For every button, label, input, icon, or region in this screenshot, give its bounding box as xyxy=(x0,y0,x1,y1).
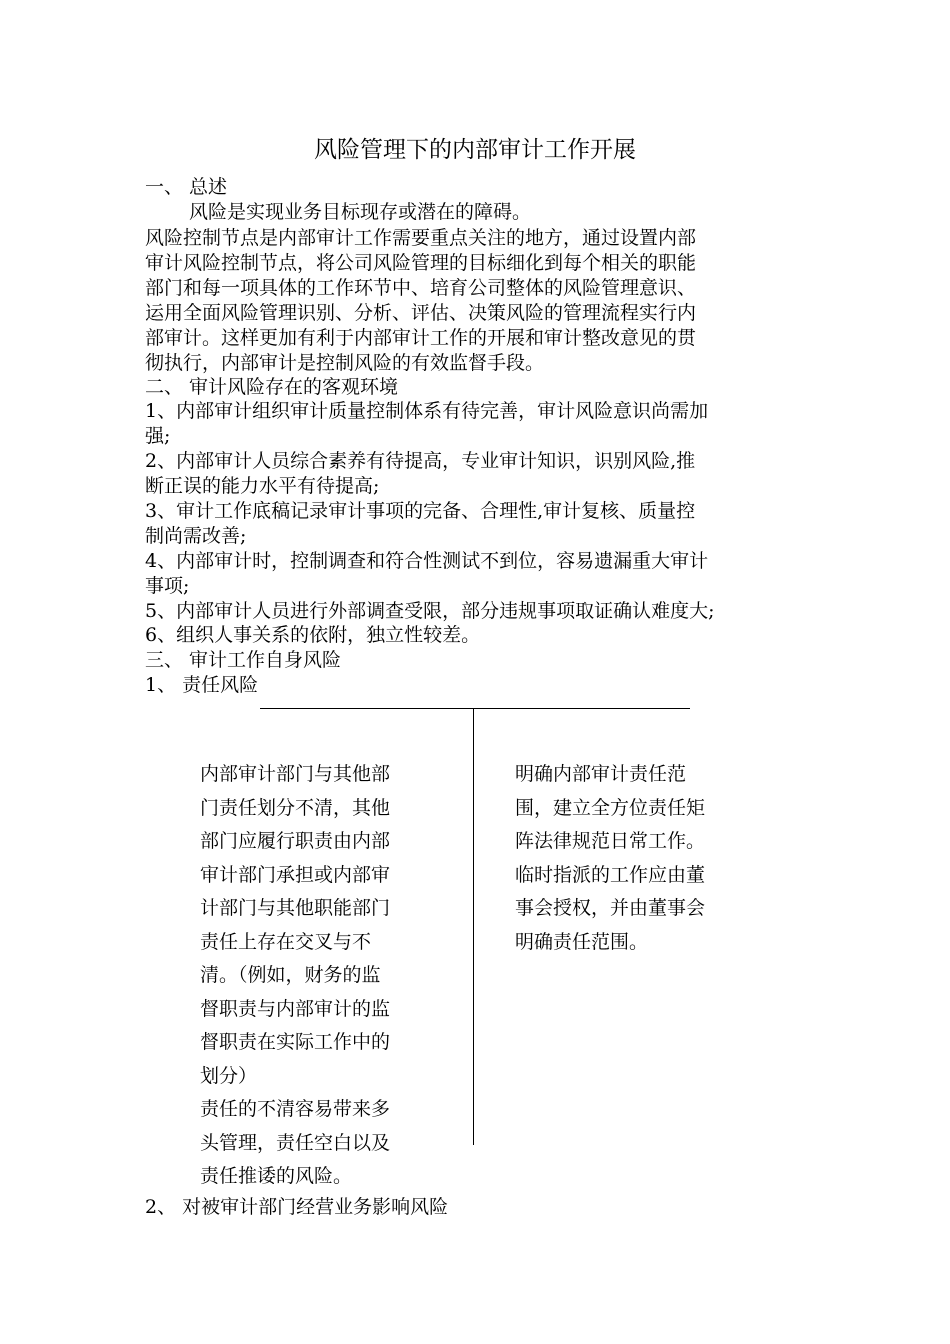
list-line: 强; xyxy=(145,425,171,447)
table-cell-risk-description xyxy=(200,758,390,1194)
table-column-divider xyxy=(473,708,474,1145)
cell-line: 督职责与内部审计的监 xyxy=(200,997,391,1020)
cell-line: 督职责在实际工作中的 xyxy=(200,1031,391,1053)
list-line: 事项; xyxy=(145,575,190,597)
cell-line: 围，建立全方位责任矩 xyxy=(515,796,706,819)
cell-line: 划分） xyxy=(200,1064,258,1087)
section-3-heading: 三、 审计工作自身风险 xyxy=(145,649,342,671)
list-line: 2、内部审计人员综合素养有待提高，专业审计知识，识别风险,推 xyxy=(145,450,696,472)
list-line: 6、组织人事关系的依附，独立性较差。 xyxy=(145,624,481,646)
cell-line: 事会授权，并由董事会 xyxy=(515,897,706,919)
paragraph-line: 审计风险控制节点，将公司风险管理的目标细化到每个相关的职能 xyxy=(145,252,697,274)
cell-line: 明确内部审计责任范 xyxy=(515,763,687,785)
list-line: 1、内部审计组织审计质量控制体系有待完善，审计风险意识尚需加 xyxy=(145,400,709,422)
section-3-item-1: 1、 责任风险 xyxy=(145,674,259,696)
list-line: 断正误的能力水平有待提高; xyxy=(145,475,380,497)
cell-line: 责任上存在交叉与不 xyxy=(200,930,372,953)
list-line: 制尚需改善; xyxy=(145,525,247,547)
list-line: 3、审计工作底稿记录审计事项的完备、合理性,审计复核、质量控 xyxy=(145,500,696,522)
cell-line: 责任推诿的风险。 xyxy=(200,1165,353,1187)
cell-line: 清。（例如，财务的监 xyxy=(200,964,381,986)
paragraph-line: 风险控制节点是内部审计工作需要重点关注的地方，通过设置内部 xyxy=(145,227,697,249)
list-line: 4、内部审计时，控制调查和符合性测试不到位，容易遗漏重大审计 xyxy=(145,550,709,572)
cell-line: 门责任划分不清，其他 xyxy=(200,796,391,819)
page-title: 风险管理下的内部审计工作开展 xyxy=(314,137,636,163)
cell-line: 内部审计部门与其他部 xyxy=(200,763,391,785)
cell-line: 责任的不清容易带来多 xyxy=(200,1098,391,1120)
paragraph-line: 运用全面风险管理识别、分析、评估、决策风险的管理流程实行内 xyxy=(145,302,697,324)
cell-line: 阵法律规范日常工作。 xyxy=(515,830,706,852)
section-1-heading: 一、 总述 xyxy=(145,176,228,198)
paragraph-line: 部审计。这样更加有利于内部审计工作的开展和审计整改意见的贯 xyxy=(145,327,697,349)
paragraph-line: 彻执行，内部审计是控制风险的有效监督手段。 xyxy=(145,352,545,374)
list-line: 5、内部审计人员进行外部调查受限，部分违规事项取证确认难度大; xyxy=(145,600,715,622)
cell-line: 明确责任范围。 xyxy=(515,930,649,953)
table-top-rule xyxy=(260,708,690,709)
cell-line: 审计部门承担或内部审 xyxy=(200,863,391,886)
cell-line: 部门应履行职责由内部 xyxy=(200,830,391,852)
section-1-paragraph-1: 风险是实现业务目标现存或潜在的障碍。 xyxy=(189,201,532,223)
cell-line: 计部门与其他职能部门 xyxy=(200,897,391,919)
table-cell-countermeasure xyxy=(515,758,705,959)
cell-line: 临时指派的工作应由董 xyxy=(515,863,706,886)
cell-line: 头管理，责任空白以及 xyxy=(200,1131,391,1154)
section-2-heading: 二、 审计风险存在的客观环境 xyxy=(145,376,399,398)
section-3-item-2: 2、 对被审计部门经营业务影响风险 xyxy=(145,1196,449,1218)
paragraph-line: 部门和每一项具体的工作环节中、培育公司整体的风险管理意识、 xyxy=(145,277,697,299)
